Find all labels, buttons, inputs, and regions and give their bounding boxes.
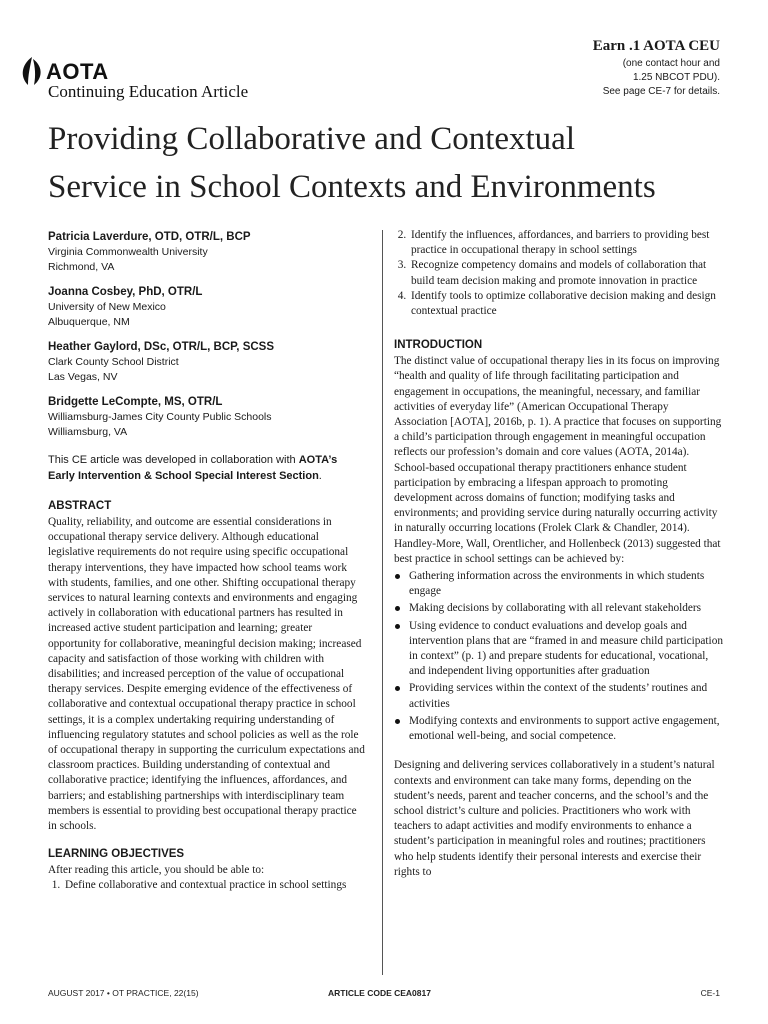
- objectives-list-continued: [394, 228, 724, 319]
- bullet-icon: [395, 624, 400, 629]
- ceu-line: 1.25 NBCOT PDU).: [632, 72, 720, 83]
- author-place: Albuquerque, NM: [48, 316, 130, 328]
- bullet-icon: [395, 606, 400, 611]
- footer-page-number: CE-1: [700, 988, 720, 998]
- ceu-box: [593, 38, 720, 99]
- bullet-icon: [395, 686, 400, 691]
- footer-article-code: ARTICLE CODE CEA0817: [328, 988, 431, 998]
- author-place: Las Vegas, NV: [48, 371, 118, 383]
- collaboration-note: [48, 452, 366, 484]
- column-divider: [382, 230, 383, 975]
- objective-item: 2. Identify the influences, affordances, and barriers to providing best practice in occupational therapy in school settings: [409, 228, 724, 258]
- objective-item: 4. Identify tools to optimize collaborative decision making and design contextual practice: [409, 289, 724, 319]
- author-block: [48, 340, 366, 385]
- objective-item: 1. Define collaborative and contextual practice in school settings: [63, 878, 366, 893]
- right-column: [394, 228, 724, 880]
- best-practice-list: [394, 569, 724, 744]
- ceu-line: See page CE-7 for details.: [602, 86, 720, 97]
- title-line: Service in School Contexts and Environments: [48, 169, 656, 205]
- objective-item: 3. Recognize competency domains and models of collaboration that build team decision making and promote innovation in practice: [409, 258, 724, 288]
- list-item: Using evidence to conduct evaluations and develop goals and intervention plans that are “framed in and measure child participation in context” (p. 1) and prepare students for educational, vocational, and independent living opportunities after graduation: [409, 619, 724, 680]
- author-block: [48, 285, 366, 330]
- collab-pre: This CE article was developed in collaboration with: [48, 454, 299, 466]
- objectives-intro: After reading this article, you should be able to:: [48, 864, 265, 877]
- logo-text: AOTA: [46, 59, 109, 84]
- list-item: Modifying contexts and environments to support active engagement, emotional well-being, and social competence.: [409, 714, 724, 744]
- author-org: Clark County School District: [48, 356, 179, 368]
- author-place: Richmond, VA: [48, 261, 115, 273]
- objectives-heading: LEARNING OBJECTIVES: [48, 848, 185, 861]
- ceu-title: Earn .1 AOTA CEU: [592, 38, 720, 54]
- author-name: Heather Gaylord, DSc, OTR/L, BCP, SCSS: [48, 341, 275, 353]
- introduction-paragraph-2: Designing and delivering services collaboratively in a student’s natural contexts and environment can take many forms, depending on the student’s needs, parent and teacher concerns, and the school’s and the school district’s culture and policies. Practitioners who work with teachers to adapt activities and modify environments to enhance a student’s participation in meaningful roles and routines; practitioners who help students identify their personal interests and exercise their rights to: [394, 759, 715, 878]
- ceu-line: (one contact hour and: [622, 58, 720, 69]
- author-name: Bridgette LeCompte, MS, OTR/L: [48, 396, 223, 408]
- bullet-icon: [395, 574, 400, 579]
- author-org: Virginia Commonwealth University: [48, 246, 208, 258]
- objectives-list-start: [48, 878, 366, 893]
- introduction-heading: INTRODUCTION: [394, 339, 483, 352]
- left-column: [48, 230, 366, 894]
- introduction-paragraph: The distinct value of occupational therapy lies in its focus on improving “health and quality of life through facilitating participation and engagement in occupations, the meaningful, necessary, and familiar activities of everyday life” (American Occupational Therapy Association [AOTA], 2016b, p. 1). A practice that focuses on supporting a child’s participation through engagement in meaningful occupation reflects our profession’s domain and core values (AOTA, 2014a). School-based occupational therapy practitioners enhance student participation by embracing a lifespan approach to promoting development across domains of function; modifying tasks and environments; and providing service during naturally occurring activity in naturally occurring locations (Frolek Clark & Chandler, 2014). Handley-More, Wall, Orentlicher, and Hollenbeck (2013) suggested that best practice in school settings can be achieved by:: [394, 355, 722, 565]
- bullet-icon: [395, 719, 400, 724]
- author-block: [48, 395, 366, 440]
- footer-issue: AUGUST 2017 • OT PRACTICE, 22(15): [48, 988, 199, 998]
- list-item: Providing services within the context of the students’ routines and activities: [409, 681, 724, 711]
- abstract-text: Quality, reliability, and outcome are essential considerations in occupational therapy service delivery. Although educational legislative requirements do not require using specific occupational therapy interventions, they have impacted how school teams work with students, families, and one other. Shifting occupational therapy services to natural learning contexts and environments and engaging actively in collaboration with educational partners has resulted in increased active student participation and learning; greater opportunity for collaborative, meaningful decision making; increased capacity and satisfaction of those working with children with disabilities; and increased perception of the value of occupational therapy services. Despite emerging evidence of the effectiveness of collaborative and contextual occupational therapy practice in school settings, it is a complex undertaking requiring understanding of influencing regulatory statutes and school policies as well as the role of occupational therapy in supporting the curriculum expectations and classroom practices. Building understanding of contextual and collaborative practice; identifying the influences, affordances, and barriers; and establishing partnerships with interdisciplinary team members is essential to providing best occupational therapy practice in schools.: [48, 516, 365, 833]
- author-name: Patricia Laverdure, OTD, OTR/L, BCP: [48, 231, 251, 243]
- leaf-icon: [18, 55, 46, 87]
- collab-post: .: [318, 470, 322, 482]
- author-block: [48, 230, 366, 275]
- author-org: Williamsburg-James City County Public Schools: [48, 411, 272, 423]
- author-name: Joanna Cosbey, PhD, OTR/L: [48, 286, 203, 298]
- author-org: University of New Mexico: [48, 301, 166, 313]
- author-place: Williamsburg, VA: [48, 426, 128, 438]
- abstract-heading: ABSTRACT: [48, 500, 112, 512]
- list-item: Making decisions by collaborating with all relevant stakeholders: [409, 601, 724, 616]
- collab-sis: AOTA’s Early Intervention & School Special Interest Section: [48, 454, 338, 482]
- continuing-education-label: Continuing Education Article: [48, 82, 249, 101]
- list-item: Gathering information across the environments in which students engage: [409, 569, 724, 599]
- title-line: Providing Collaborative and Contextual: [48, 121, 576, 157]
- article-title: [48, 115, 738, 211]
